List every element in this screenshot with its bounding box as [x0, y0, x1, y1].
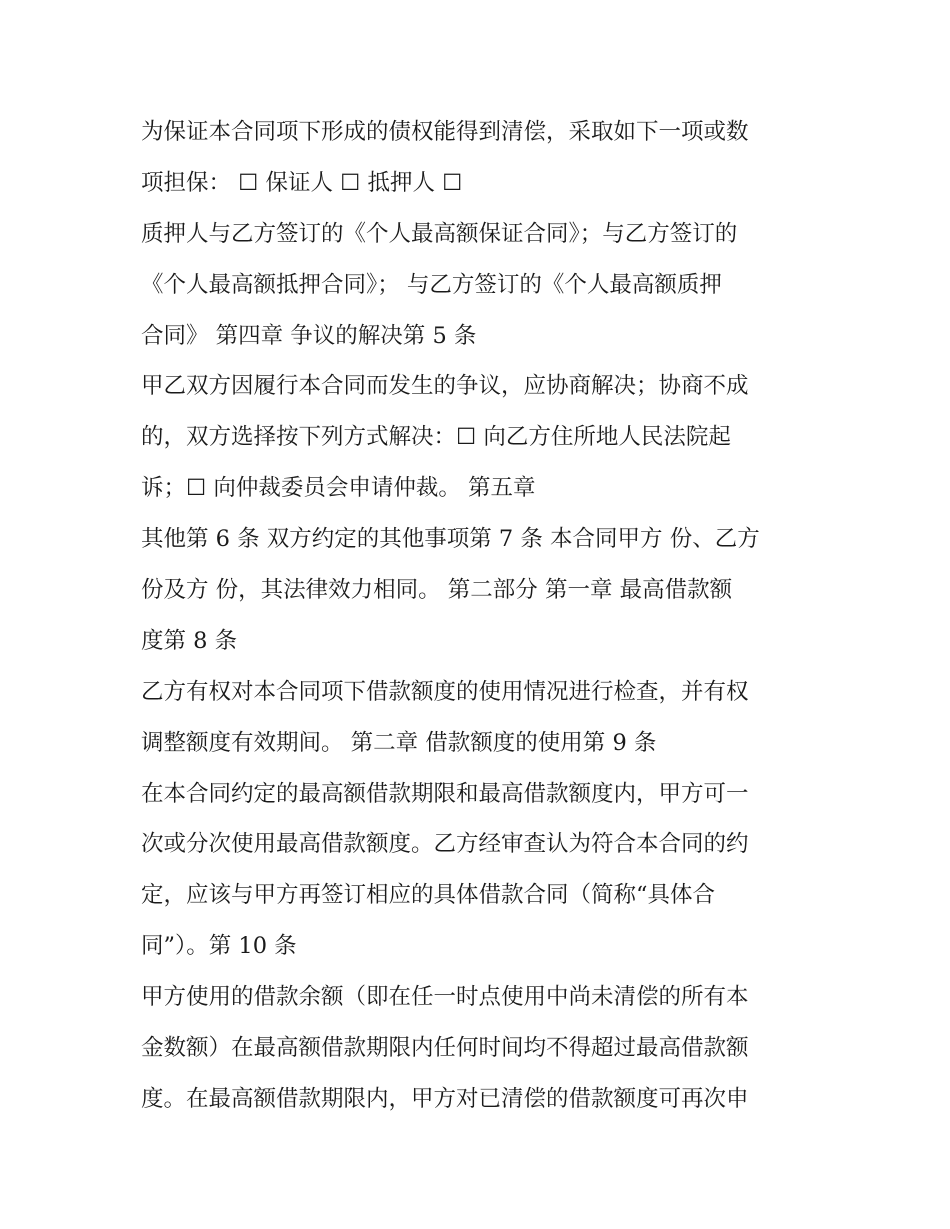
text-line: 份及方 份，其法律效力相同。 第二部分 第一章 最高借款额 [141, 577, 733, 604]
text-line: 次或分次使用最高借款额度。乙方经审查认为符合本合同的约 [141, 831, 749, 858]
document-body [141, 107, 821, 1125]
text-line: 度第 8 条 [141, 627, 238, 654]
text-line: 度。在最高额借款期限内，甲方对已清偿的借款额度可再次申 [141, 1085, 749, 1112]
text-line: 在本合同约定的最高额借款期限和最高借款额度内，甲方可一 [141, 780, 749, 807]
text-line: 调整额度有效期间。 第二章 借款额度的使用第 9 条 [141, 729, 657, 756]
text-line: 甲方使用的借款余额（即在任一时点使用中尚未清偿的所有本 [141, 984, 749, 1011]
text-line: 金数额）在最高额借款期限内任何时间均不得超过最高借款额 [141, 1035, 749, 1062]
text-line: 诉；☐ 向仲裁委员会申请仲裁。 第五章 [141, 475, 536, 502]
text-line: 其他第 6 条 双方约定的其他事项第 7 条 本合同甲方 份、乙方 [141, 526, 760, 553]
text-line: 合同》 第四章 争议的解决第 5 条 [141, 322, 477, 349]
text-line: 甲乙双方因履行本合同而发生的争议，应协商解决；协商不成 [141, 373, 749, 400]
text-line: 《个人最高额抵押合同》； 与乙方签订的《个人最高额质押 [141, 271, 722, 298]
text-line: 质押人与乙方签订的《个人最高额保证合同》；与乙方签订的 [141, 220, 738, 247]
text-line: 同”）。第 10 条 [141, 933, 297, 960]
text-line: 的，双方选择按下列方式解决：☐ 向乙方住所地人民法院起 [141, 424, 731, 451]
text-line: 为保证本合同项下形成的债权能得到清偿，采取如下一项或数 [141, 119, 749, 145]
text-line: 乙方有权对本合同项下借款额度的使用情况进行检查，并有权 [141, 678, 749, 705]
text-line: 项担保： ☐ 保证人 ☐ 抵押人 ☐ [141, 169, 463, 196]
text-line: 定，应该与甲方再签订相应的具体借款合同（简称“具体合 [141, 882, 716, 909]
